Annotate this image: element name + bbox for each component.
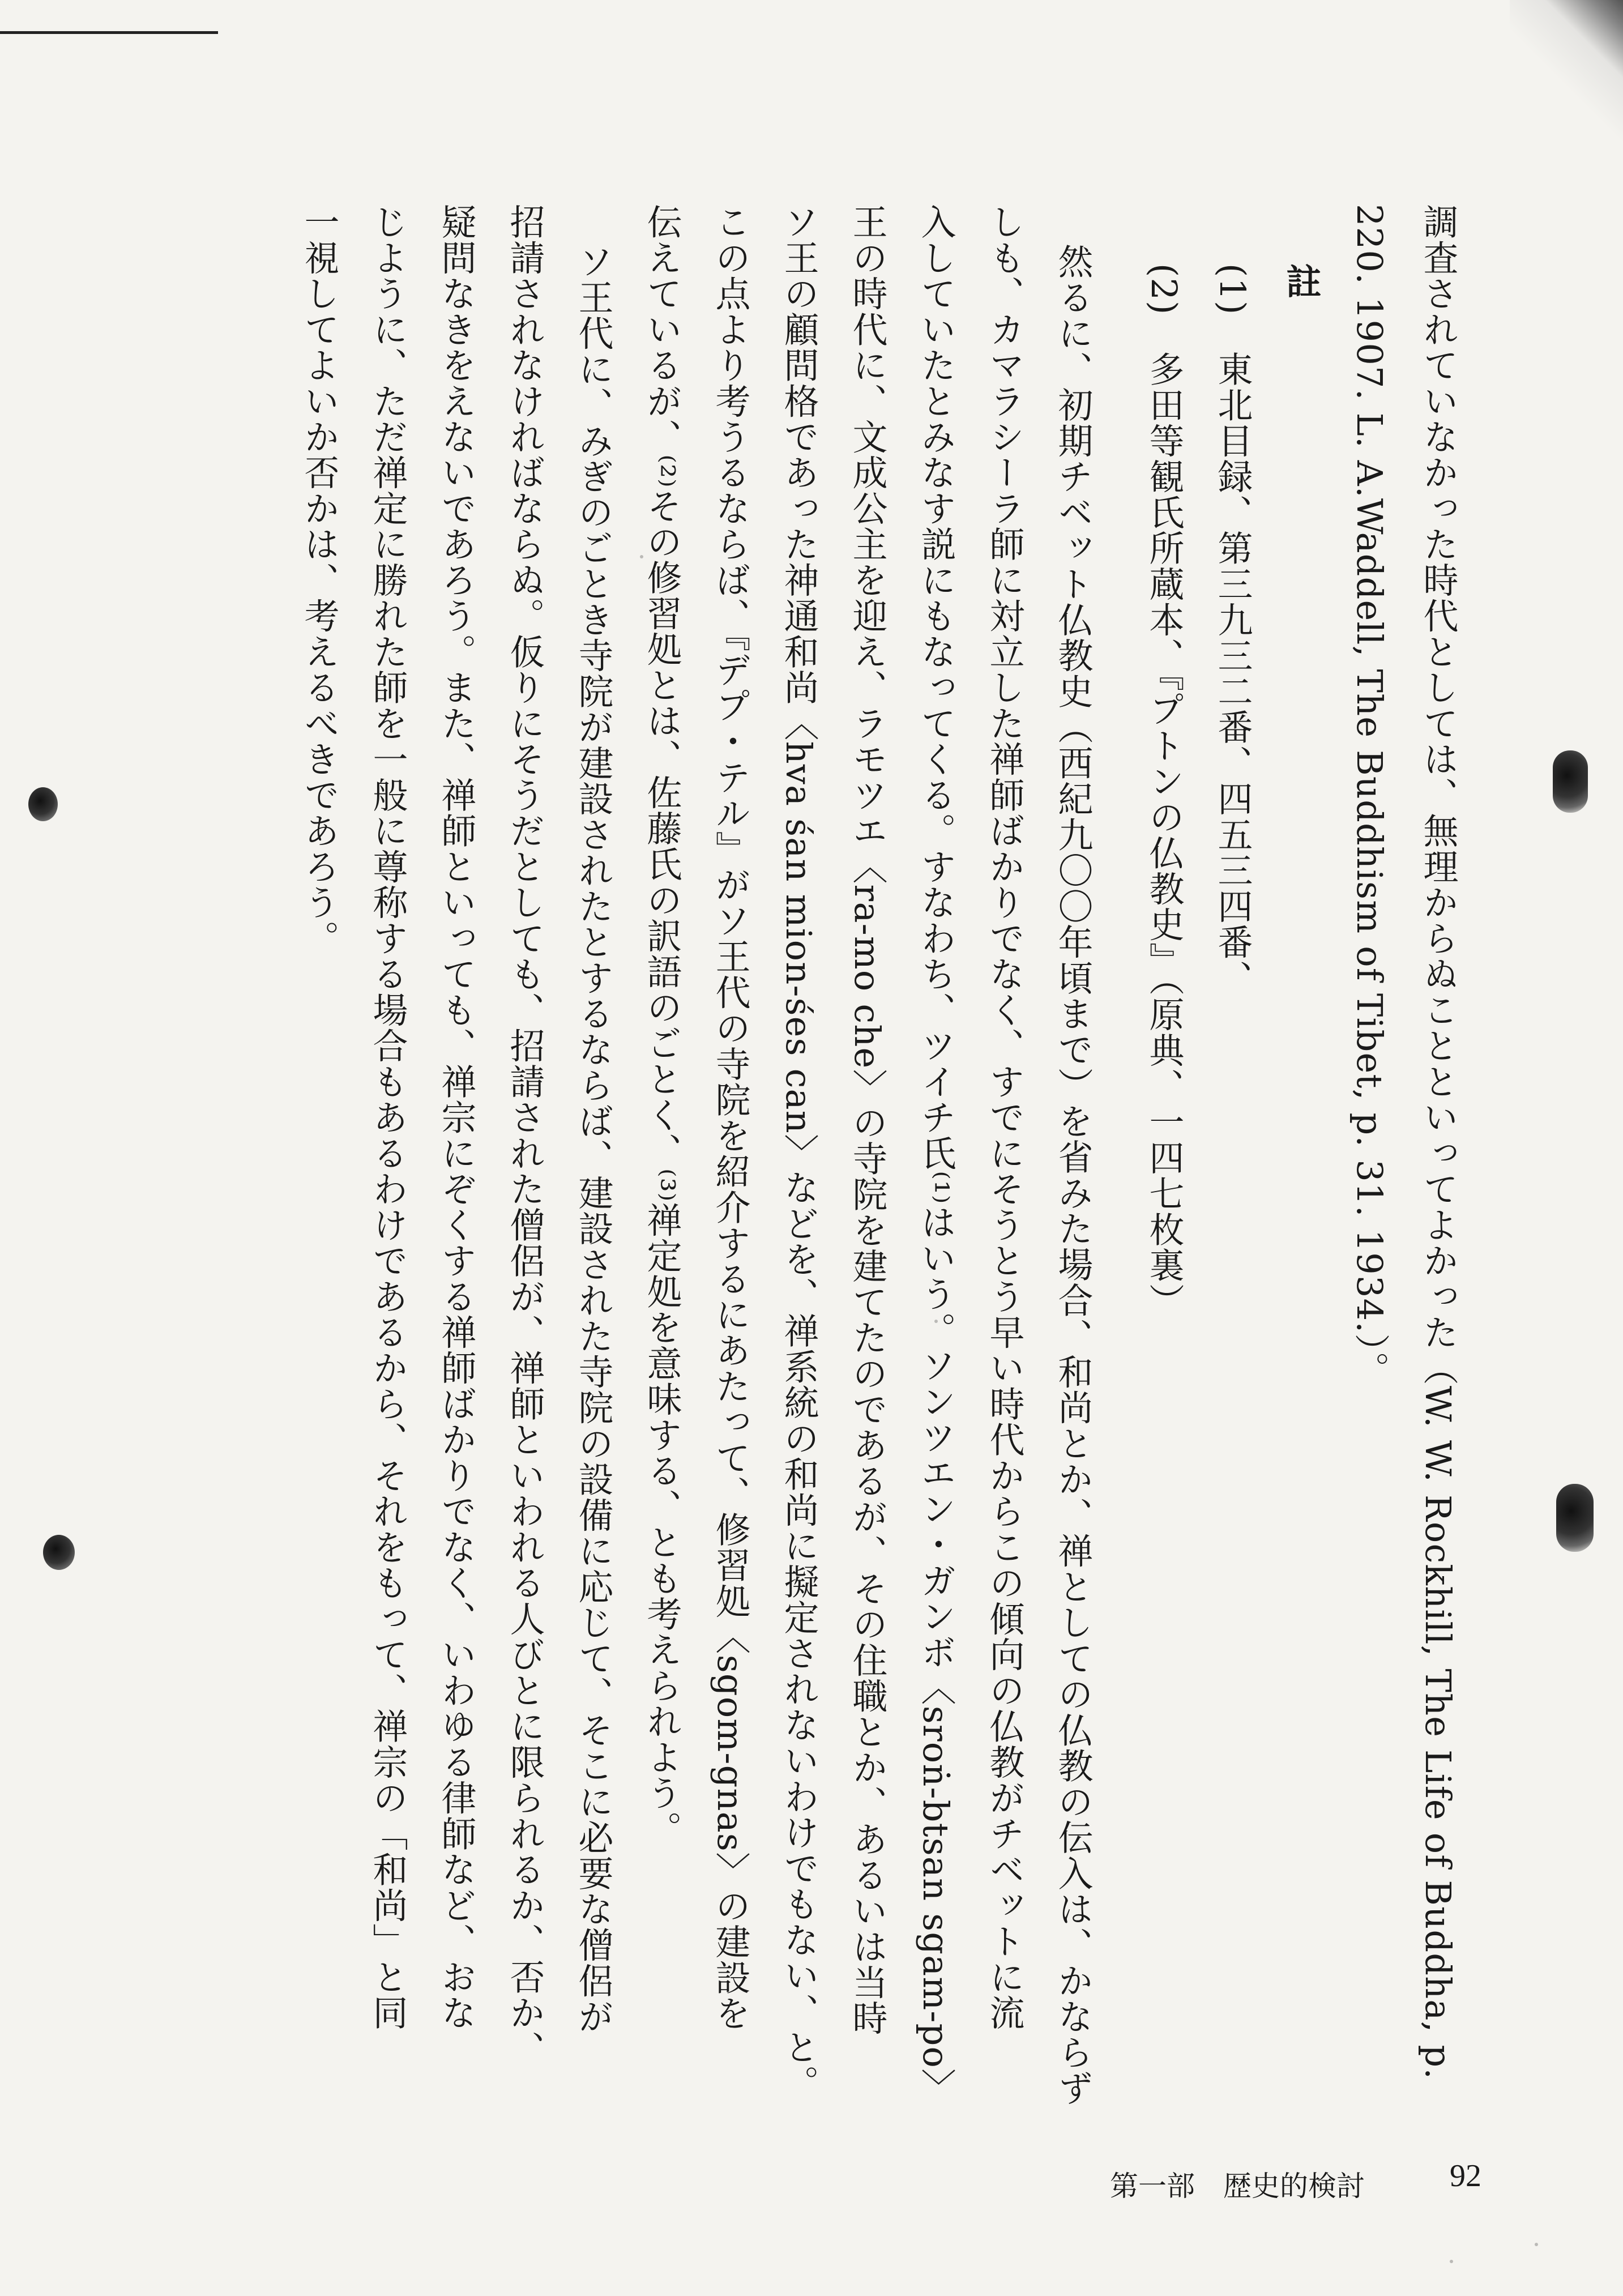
- scan-corner-shadow: [1510, 0, 1623, 147]
- text-column: この点より考うるならば、『デプ・テル』がソ王代の寺院を紹介するにあたって、修習処〈sgom-gnas〉の建設を: [710, 204, 751, 2032]
- note-1: (1) 東北目録、第三九三二番、四五三四番、: [1212, 263, 1253, 996]
- notes-heading: 註: [1280, 263, 1322, 300]
- text-column-continuation: 調査されていなかった時代としては、無理からぬことといってよかった（W. W. Rockhill, The Life of Buddha, p.: [1417, 204, 1459, 2080]
- column-gap: [1107, 204, 1130, 2079]
- punch-hole-left-upper: [28, 787, 58, 821]
- text-column: 招請されなければならぬ。仮りにそうだとしても、招請された僧侶が、禅師といわれる人びとに限られるか、否か、: [504, 204, 545, 2067]
- scan-speck: [640, 555, 643, 558]
- section-label: 第一部 歴史的検討: [1110, 2170, 1365, 2203]
- text-column: 疑問なきをえないであろう。また、禅師といっても、禅宗にぞくする禅師ばかりでなく、いわゆる律師など、おな: [435, 204, 477, 2031]
- scan-speck: [934, 1320, 938, 1323]
- vertical-text-body: [170, 204, 1472, 2106]
- text-column-final: 一視してよいか否かは、考えるべきであろう。: [298, 204, 340, 957]
- text-column: じように、ただ禅定に勝れた師を一般に尊称する場合もあるわけであるから、それをもって、禅宗の「和尚」と同: [367, 204, 408, 2031]
- text-column: 王の時代に、文成公主を迎え、ラモツエ〈ra-mo che〉の寺院を建てたのであるが、その住職とか、あるいは当時: [847, 204, 888, 2036]
- punch-hole-right-upper: [1553, 750, 1588, 813]
- text-column: 入していたとみなす説にもなってくる。すなわち、ツイチ氏⁽¹⁾はいう。ソンツエン・ガンボ〈sroṅ-btsan sgam-po〉: [915, 204, 956, 2105]
- text-column: ソ王の顧問格であった神通和尚〈hva śan mion-śes can〉などを、禅系統の和尚に擬定されないわけでもない、と。: [778, 204, 819, 2101]
- note-2: (2) 多田等観氏所蔵本、『プトンの仏教史』（原典、一四七枚裏）: [1143, 263, 1185, 1319]
- scan-speck: [1450, 2260, 1453, 2263]
- text-column: しも、カマラシーラ師に対立した禅師ばかりでなく、すでにそうとう早い時代からこの傾向の仏教がチベットに流: [984, 204, 1025, 2031]
- page-number: 92: [1450, 2158, 1481, 2193]
- punch-hole-left-lower: [43, 1535, 75, 1570]
- text-column: 伝えているが、⁽²⁾その修習処とは、佐藤氏の訳語のごとく、⁽³⁾禅定処を意味する、とも考えられよう。: [641, 204, 682, 1847]
- paragraph-start: 然るに、初期チベット仏教史（西紀九〇〇年頃まで）を省みた場合、和尚とか、禅としての仏教の伝入は、かならず: [1052, 244, 1094, 2106]
- scan-speck: [1535, 2243, 1538, 2246]
- text-column-continuation-2: 220. 1907. L. A.Waddell, The Buddhism of Tibet, p. 31. 1934.）。: [1349, 204, 1390, 1388]
- punch-hole-right-lower: [1556, 1484, 1594, 1552]
- top-rule: [0, 31, 218, 34]
- paragraph-start: ソ王代に、みぎのごとき寺院が建設されたとするならば、建設された寺院の設備に応じて、そこに必要な僧侶が: [573, 244, 614, 2034]
